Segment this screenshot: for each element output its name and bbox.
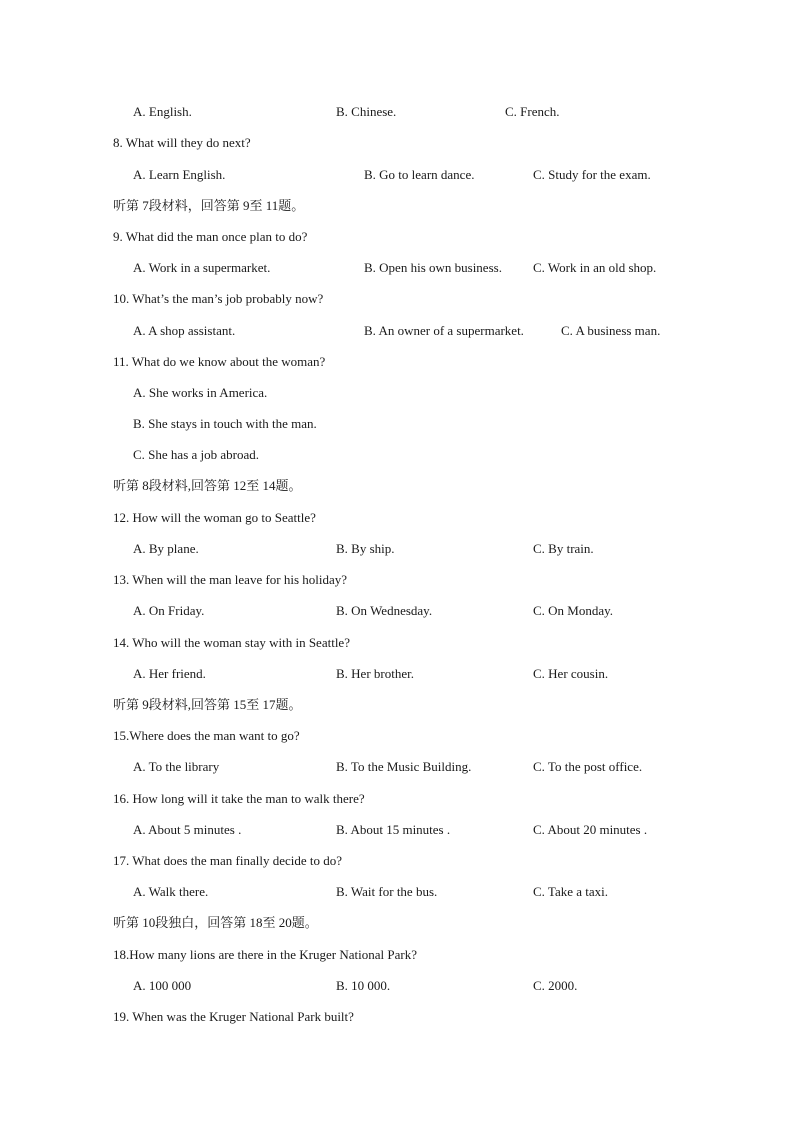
option-c: C. About 20 minutes .	[533, 822, 648, 837]
option-a: A. Her friend.	[133, 666, 206, 681]
option-c: C. Her cousin.	[533, 666, 609, 681]
option-b: B. About 15 minutes .	[336, 822, 451, 837]
section-heading-7: 听第 7段材料，回答第 9至 11题。	[113, 198, 305, 213]
option-c: C. To the post office.	[533, 759, 643, 774]
question-18: 18.How many lions are there in the Kruger National Park?	[113, 947, 417, 962]
question-14: 14. Who will the woman stay with in Seattle?	[113, 635, 350, 650]
option-b: B. By ship.	[336, 541, 395, 556]
option-b: B. Her brother.	[336, 666, 414, 681]
question-11: 11. What do we know about the woman?	[113, 354, 326, 369]
option-b: B. Go to learn dance.	[364, 167, 475, 182]
option-c: C. Take a taxi.	[533, 884, 609, 899]
question-12: 12. How will the woman go to Seattle?	[113, 510, 316, 525]
question-19: 19. When was the Kruger National Park built?	[113, 1009, 354, 1024]
option-c: C. Work in an old shop.	[533, 260, 657, 275]
question-9: 9. What did the man once plan to do?	[113, 229, 308, 244]
question-15: 15.Where does the man want to go?	[113, 728, 300, 743]
option-c: C. By train.	[533, 541, 594, 556]
option-a: A. Walk there.	[133, 884, 209, 899]
option-b: B. To the Music Building.	[336, 759, 472, 774]
question-16: 16. How long will it take the man to walk there?	[113, 791, 365, 806]
option-a: A. About 5 minutes .	[133, 822, 242, 837]
option-a: A. A shop assistant.	[133, 323, 236, 338]
section-heading-9: 听第 9段材料,回答第 15至 17题。	[113, 697, 302, 712]
option-c: C. She has a job abroad.	[133, 447, 260, 462]
question-13: 13. When will the man leave for his holiday?	[113, 572, 348, 587]
option-a: A. Work in a supermarket.	[133, 260, 271, 275]
option-a: A. She works in America.	[133, 385, 268, 400]
option-b: B. 10 000.	[336, 978, 391, 993]
option-b: B. Chinese.	[336, 104, 397, 119]
option-a: A. Learn English.	[133, 167, 226, 182]
option-a: A. 100 000	[133, 978, 192, 993]
section-heading-8: 听第 8段材料,回答第 12至 14题。	[113, 478, 302, 493]
option-b: B. On Wednesday.	[336, 603, 433, 618]
option-b: B. An owner of a supermarket.	[364, 323, 524, 338]
option-b: B. She stays in touch with the man.	[133, 416, 317, 431]
question-10: 10. What’s the man’s job probably now?	[113, 291, 324, 306]
option-b: B. Open his own business.	[364, 260, 502, 275]
option-a: A. By plane.	[133, 541, 199, 556]
option-c: C. On Monday.	[533, 603, 614, 618]
section-heading-10: 听第 10段独白，回答第 18至 20题。	[113, 915, 318, 930]
option-a: A. English.	[133, 104, 192, 119]
option-a: A. On Friday.	[133, 603, 205, 618]
question-17: 17. What does the man finally decide to do?	[113, 853, 342, 868]
option-c: C. A business man.	[561, 323, 661, 338]
option-c: C. 2000.	[533, 978, 578, 993]
option-c: C. French.	[505, 104, 560, 119]
option-c: C. Study for the exam.	[533, 167, 651, 182]
question-8: 8. What will they do next?	[113, 135, 251, 150]
option-a: A. To the library	[133, 759, 220, 774]
option-b: B. Wait for the bus.	[336, 884, 438, 899]
